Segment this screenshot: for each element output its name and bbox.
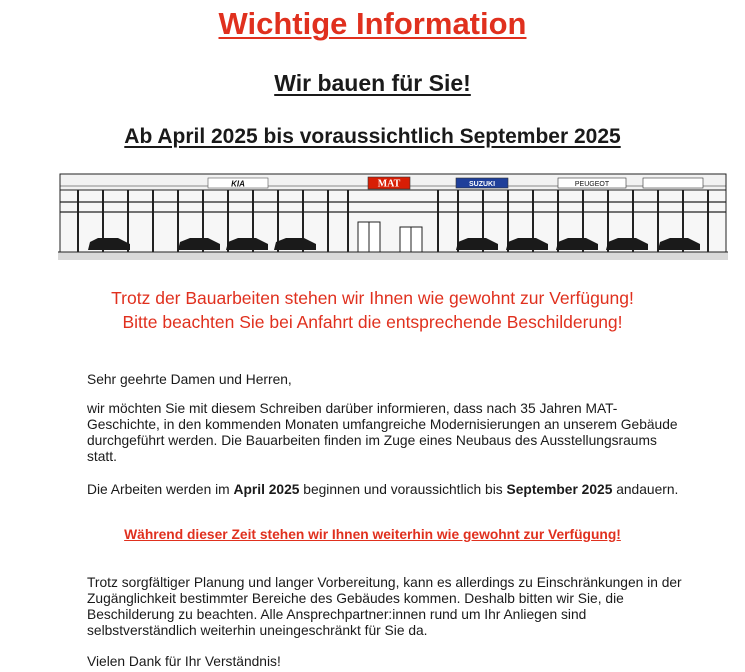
brand-sign-mat — [368, 177, 410, 190]
brand-peugeot: PEUGEOT — [574, 181, 610, 188]
brand-sign-kia — [208, 178, 268, 189]
start-date: April 2025 — [233, 482, 300, 497]
page-title: Wichtige Information — [218, 6, 527, 41]
building-illustration — [58, 172, 728, 262]
paragraph-dates: Die Arbeiten werden im April 2025 beginnen und voraussichtlich bis September 2025 andauern. — [87, 482, 679, 497]
availability-highlight: Während dieser Zeit stehen wir Ihnen weiterhin wie gewohnt zur Verfügung! — [124, 527, 621, 542]
paragraph-intro: wir möchten Sie mit diesem Schreiben darüber informieren, dass nach 35 Jahren MAT-Geschichte, in den kommenden Monaten umfangreiche Modernisierungen an unserem Gebäude durchgeführt werden. Die Bauarbeiten finden im Zuge eines Neubaus des Ausstellungsraums statt. — [87, 401, 678, 464]
subtitle-period: Ab April 2025 bis voraussichtlich September 2025 — [124, 125, 621, 148]
construction-notice — [0, 286, 745, 334]
notice-line-2: Bitte beachten Sie bei Anfahrt die entsprechende Beschilderung! — [122, 312, 623, 332]
brand-sign-suzuki — [456, 178, 508, 188]
subtitle-we-build: Wir bauen für Sie! — [274, 70, 471, 96]
notice-line-1: Trotz der Bauarbeiten stehen wir Ihnen wie gewohnt zur Verfügung! — [111, 288, 634, 308]
brand-kia: KIA — [231, 179, 245, 189]
brand-mat: MAT — [377, 178, 401, 190]
closing-thanks: Vielen Dank für Ihr Verständnis! — [87, 654, 281, 669]
salutation: Sehr geehrte Damen und Herren, — [87, 372, 292, 387]
brand-suzuki: SUZUKI — [468, 181, 496, 188]
brand-sign-peugeot — [558, 178, 626, 188]
paragraph-accessibility: Trotz sorgfältiger Planung und langer Vorbereitung, kann es allerdings zu Einschränkungen in der Zugänglichkeit bestimmter Bereiche des Gebäudes kommen. Deshalb bitten wir Sie, die Beschilderung zu beachten. Alle Ansprechpartner:innen rund um Ihr Anliegen sind selbstverständlich weiterhin uneingeschränkt für Sie da. — [87, 575, 682, 638]
end-date: September 2025 — [506, 482, 613, 497]
